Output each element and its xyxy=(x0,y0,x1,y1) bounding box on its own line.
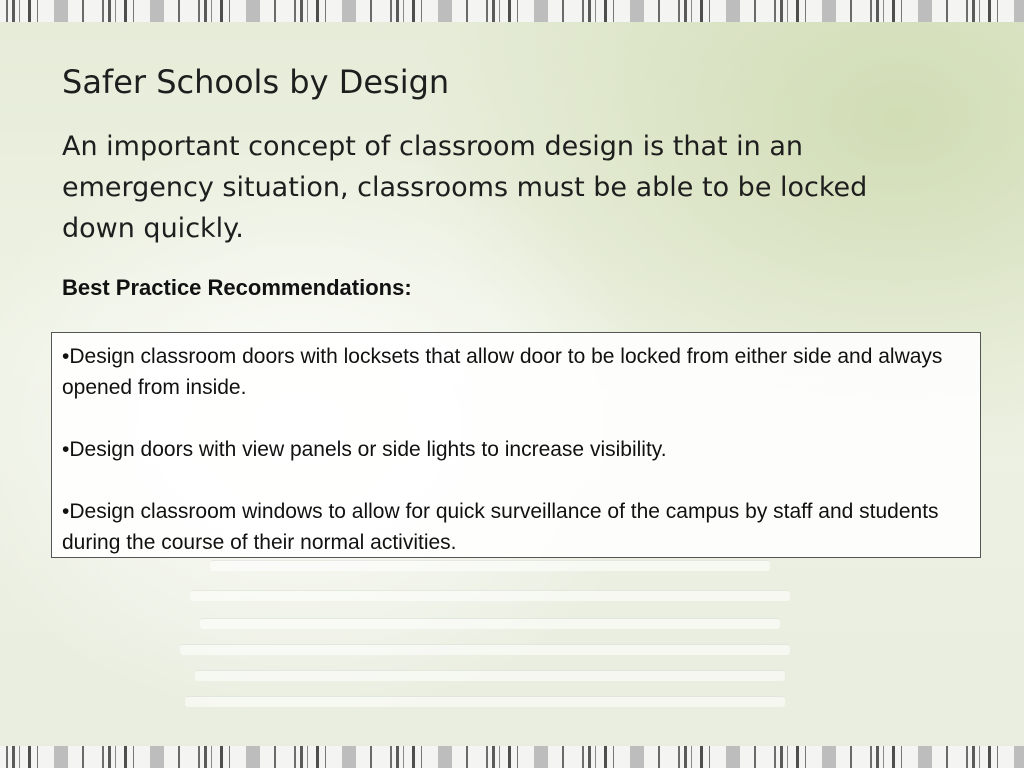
slide-title: Safer Schools by Design xyxy=(62,63,450,101)
recommendation-item: •Design classroom doors with locksets that allow door to be locked from either side and always opened from inside. xyxy=(62,345,943,399)
best-practice-heading: Best Practice Recommendations: xyxy=(62,275,412,300)
intro-paragraph: An important concept of classroom design is that in an emergency situation, classrooms must be able to be locked down quickly. xyxy=(62,131,868,244)
recommendations-box xyxy=(51,332,981,558)
recommendation-item: •Design doors with view panels or side lights to increase visibility. xyxy=(62,438,667,461)
top-border-decoration xyxy=(0,0,1024,22)
bottom-border-decoration xyxy=(0,746,1024,768)
recommendation-item: •Design classroom windows to allow for quick surveillance of the campus by staff and students during the course of their normal activities. xyxy=(62,500,939,554)
background-paper-stack xyxy=(170,540,790,740)
